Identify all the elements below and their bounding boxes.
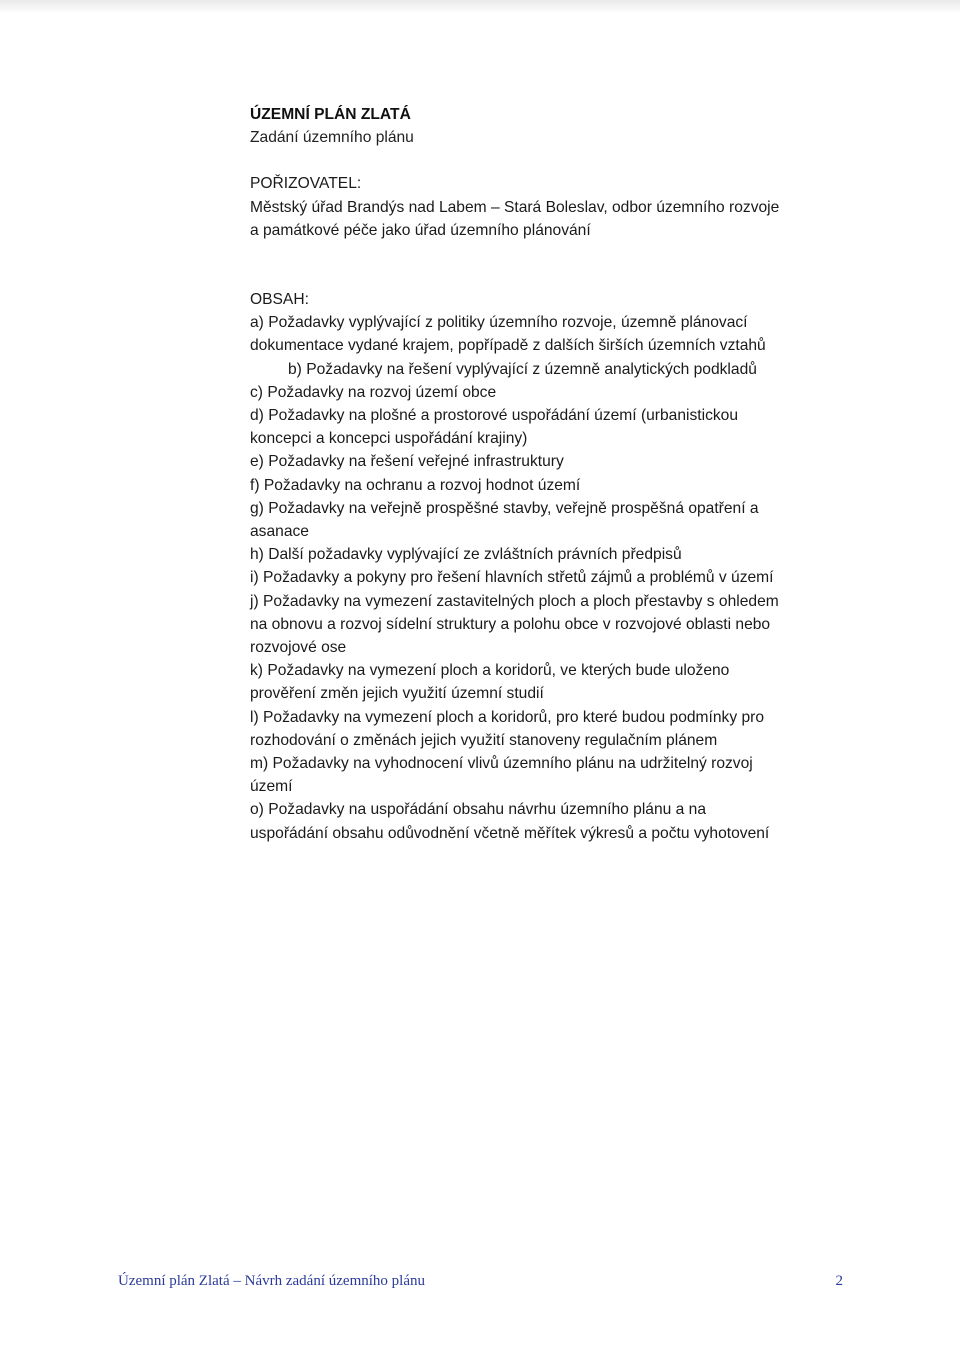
contents-line: d) Požadavky na plošné a prostorové uspořádání území (urbanistickou: [250, 407, 739, 425]
document-title: ÚZEMNÍ PLÁN ZLATÁ: [250, 106, 411, 123]
footer-title: Územní plán Zlatá – Návrh zadání územního plánu: [118, 1273, 425, 1289]
contents-line: c) Požadavky na rozvoj území obce: [250, 383, 497, 401]
scan-edge-shadow: [0, 0, 960, 14]
contents-line: dokumentace vydané krajem, popřípadě z dalších širších územních vztahů: [250, 337, 766, 355]
contents-line: e) Požadavky na řešení veřejné infrastruktury: [250, 453, 564, 471]
contents-line: o) Požadavky na uspořádání obsahu návrhu územního plánu a na: [250, 801, 707, 819]
contents-line: g) Požadavky na veřejně prospěšné stavby, veřejně prospěšná opatření a: [250, 499, 759, 517]
document-subtitle: Zadání územního plánu: [250, 129, 414, 147]
contents-line: asanace: [250, 523, 309, 541]
contents-line: l) Požadavky na vymezení ploch a koridorů, pro které budou podmínky pro: [250, 708, 764, 726]
document-body: [250, 103, 850, 845]
procurer-section: [250, 172, 850, 242]
procurer-line: Městský úřad Brandýs nad Labem – Stará Boleslav, odbor územního rozvoje: [250, 198, 780, 216]
contents-line: k) Požadavky na vymezení ploch a koridorů, ve kterých bude uloženo: [250, 662, 730, 680]
contents-line: h) Další požadavky vyplývající ze zvláštních právních předpisů: [250, 546, 682, 564]
contents-line: m) Požadavky na vyhodnocení vlivů územního plánu na udržitelný rozvoj: [250, 755, 753, 773]
contents-line: území: [250, 778, 293, 796]
contents-line: a) Požadavky vyplývající z politiky územního rozvoje, územně plánovací: [250, 314, 748, 332]
contents-line: na obnovu a rozvoj sídelní struktury a polohu obce v rozvojové oblasti nebo: [250, 615, 771, 633]
contents-line: uspořádání obsahu odůvodnění včetně měřítek výkresů a počtu vyhotovení: [250, 824, 770, 842]
contents-line: rozhodování o změnách jejich využití stanoveny regulačním plánem: [250, 731, 718, 749]
contents-line: b) Požadavky na řešení vyplývající z územně analytických podkladů: [288, 360, 757, 378]
contents-line: i) Požadavky a pokyny pro řešení hlavních střetů zájmů a problémů v území: [250, 569, 774, 587]
contents-line: f) Požadavky na ochranu a rozvoj hodnot území: [250, 476, 581, 494]
contents-label: OBSAH:: [250, 291, 309, 309]
contents-line: koncepci a koncepci uspořádání krajiny): [250, 430, 528, 448]
contents-section: [250, 288, 850, 845]
page-number: 2: [835, 1273, 843, 1289]
procurer-label: POŘIZOVATEL:: [250, 175, 362, 193]
contents-line: j) Požadavky na vymezení zastavitelných ploch a ploch přestavby s ohledem: [250, 592, 779, 610]
procurer-line: a památkové péče jako úřad územního plánování: [250, 221, 591, 239]
contents-line: rozvojové ose: [250, 639, 347, 657]
contents-line: prověření změn jejich využití územní studií: [250, 685, 544, 703]
